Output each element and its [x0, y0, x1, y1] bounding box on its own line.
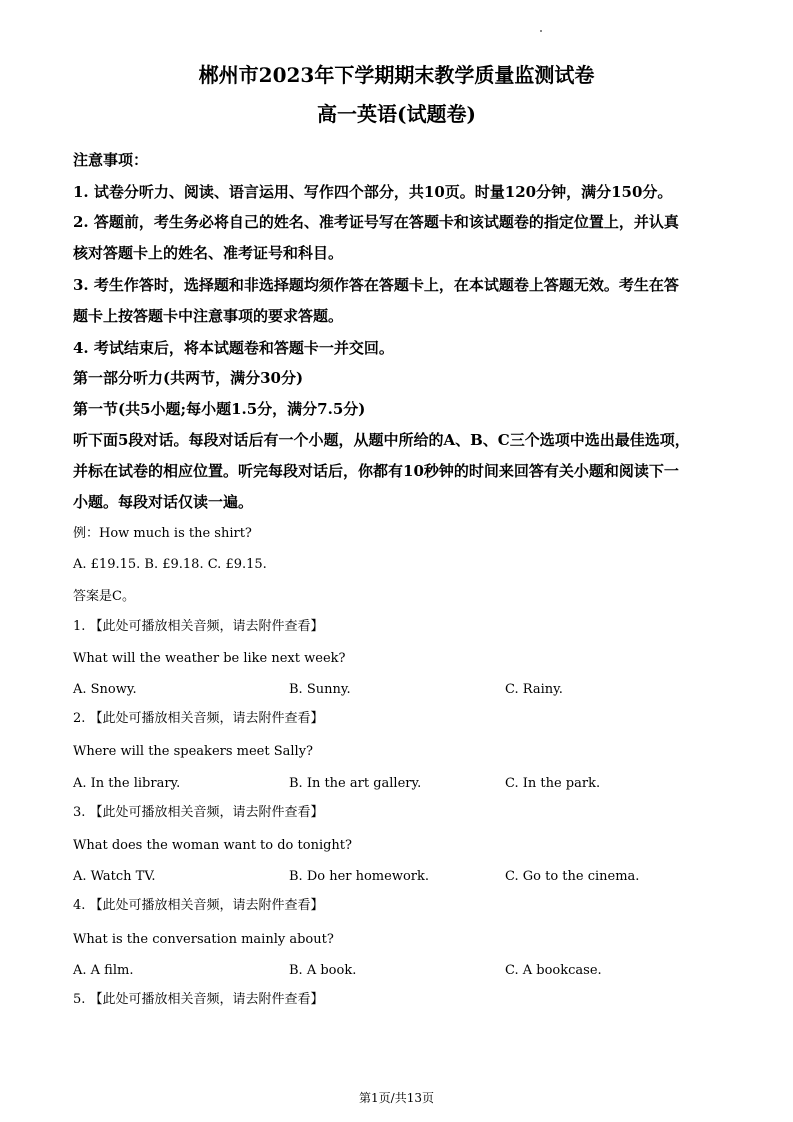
notice-line-1: 1. 试卷分听力、阅读、语言运用、写作四个部分，共10页。时量120分钟，满分150分。 [73, 183, 673, 201]
example-answer: 答案是C。 [73, 589, 135, 604]
notice-heading: 注意事项： [73, 151, 149, 169]
question-2-text: Where will the speakers meet Sally? [73, 744, 314, 759]
question-1-audio[interactable]: 1. 【此处可播放相关音频，请去附件查看】 [73, 619, 324, 634]
question-4-audio[interactable]: 4. 【此处可播放相关音频，请去附件查看】 [73, 898, 324, 913]
page-number: 第1页/共13页 [359, 1091, 434, 1105]
question-4-option-b: B. A book. [289, 963, 357, 978]
notice-line-4: 3. 考生作答时，选择题和非选择题均须作答在答题卡上，在本试题卷上答题无效。考生在答 [73, 276, 679, 294]
question-2-audio[interactable]: 2. 【此处可播放相关音频，请去附件查看】 [73, 711, 324, 726]
question-3-audio[interactable]: 3. 【此处可播放相关音频，请去附件查看】 [73, 805, 324, 820]
notice-line-2: 2. 答题前，考生务必将自己的姓名、准考证号写在答题卡和该试题卷的指定位置上，并认真 [73, 213, 679, 231]
question-1-text: What will the weather be like next week? [73, 651, 346, 666]
notice-line-3: 核对答题卡上的姓名、准考证号和科目。 [73, 244, 344, 262]
section1-heading: 第一节(共5小题;每小题1.5分，满分7.5分) [73, 400, 366, 418]
instruction-line-1: 听下面5段对话。每段对话后有一个小题，从题中所给的A、B、C三个选项中选出最佳选项， [73, 431, 690, 449]
example-options: A. £19.15. B. £9.18. C. £9.15. [73, 557, 267, 572]
question-5-audio[interactable]: 5. 【此处可播放相关音频，请去附件查看】 [73, 992, 324, 1007]
question-3-text: What does the woman want to do tonight? [73, 838, 352, 853]
exam-subtitle: 高一英语(试题卷) [317, 102, 476, 126]
notice-line-5: 题卡上按答题卡中注意事项的要求答题。 [73, 307, 344, 325]
question-2-option-b: B. In the art gallery. [289, 776, 422, 791]
question-3-option-c: C. Go to the cinema. [505, 869, 640, 884]
question-3-option-b: B. Do her homework. [289, 869, 430, 884]
example-question: 例：How much is the shirt? [73, 526, 252, 541]
question-1-option-c: C. Rainy. [505, 682, 563, 697]
question-4-option-c: C. A bookcase. [505, 963, 602, 978]
instruction-line-2: 并标在试卷的相应位置。听完每段对话后，你都有10秒钟的时间来回答有关小题和阅读下一 [73, 462, 679, 480]
question-4-option-a: A. A film. [73, 963, 134, 978]
question-4-text: What is the conversation mainly about? [73, 932, 334, 947]
scan-speck [540, 30, 542, 32]
part1-heading: 第一部分听力(共两节，满分30分) [73, 369, 304, 387]
question-2-option-a: A. In the library. [73, 776, 181, 791]
instruction-line-3: 小题。每段对话仅读一遍。 [73, 493, 254, 511]
question-2-option-c: C. In the park. [505, 776, 601, 791]
notice-line-6: 4. 考试结束后，将本试题卷和答题卡一并交回。 [73, 339, 394, 357]
question-1-option-a: A. Snowy. [73, 682, 137, 697]
exam-title: 郴州市2023年下学期期末教学质量监测试卷 [198, 63, 595, 87]
question-3-option-a: A. Watch TV. [73, 869, 156, 884]
question-1-option-b: B. Sunny. [289, 682, 351, 697]
